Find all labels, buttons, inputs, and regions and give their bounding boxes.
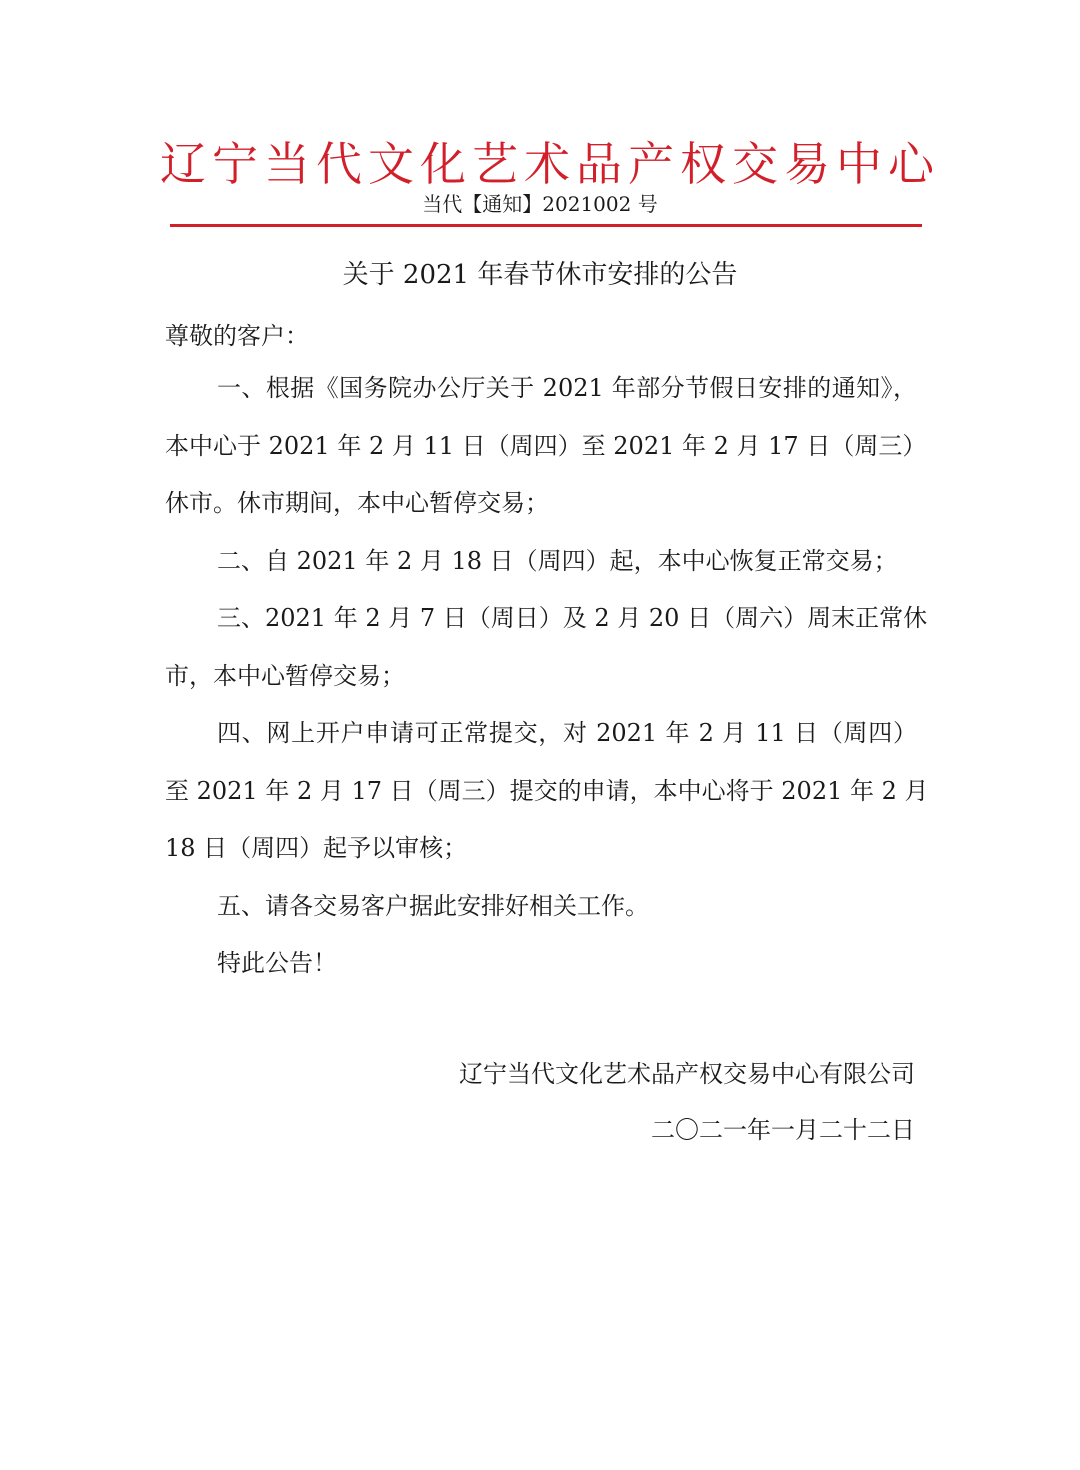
closing-statement: [165, 935, 917, 993]
paragraph-2: [165, 533, 917, 591]
document-number: 当代【通知】2021002 号: [422, 192, 658, 216]
paragraph-line: 本中心于 2021 年 2 月 11 日（周四）至 2021 年 2 月 17 日（周三）: [165, 431, 927, 460]
paragraph-4: [165, 705, 929, 878]
paragraph-line: 休市。休市期间，本中心暂停交易；: [165, 489, 549, 517]
notice-body: [165, 312, 929, 993]
paragraph-line: 二、自 2021 年 2 月 18 日（周四）起，本中心恢复正常交易；: [217, 546, 898, 575]
issuing-organization-header: 辽宁当代文化艺术品产权交易中心: [160, 137, 940, 191]
paragraph-line: 18 日（周四）起予以审核；: [165, 834, 468, 862]
paragraph-line: 至 2021 年 2 月 17 日（周三）提交的申请，本中心将于 2021 年 2 月: [165, 776, 929, 805]
notice-title: 关于 2021 年春节休市安排的公告: [342, 260, 738, 290]
paragraph-line: 一、根据《国务院办公厅关于 2021 年部分节假日安排的通知》，: [217, 374, 917, 402]
paragraph-3: [165, 590, 928, 705]
paragraph-line: 四、网上开户申请可正常提交，对 2021 年 2 月 11 日（周四）: [217, 719, 917, 747]
paragraph-line: 五、请各交易客户据此安排好相关工作。: [217, 891, 649, 920]
paragraph-5: [165, 878, 917, 936]
paragraph-line: 特此公告！: [217, 949, 337, 977]
header-divider: [170, 224, 922, 227]
paragraph-line: 市，本中心暂停交易；: [165, 661, 405, 690]
signature-organization: 辽宁当代文化艺术品产权交易中心有限公司: [459, 1060, 915, 1088]
signature-date: 二〇二一年一月二十二日: [651, 1116, 915, 1144]
salutation: 尊敬的客户：: [165, 322, 309, 350]
paragraph-1: [165, 360, 927, 533]
paragraph-line: 三、2021 年 2 月 7 日（周日）及 2 月 20 日（周六）周末正常休: [217, 604, 928, 632]
